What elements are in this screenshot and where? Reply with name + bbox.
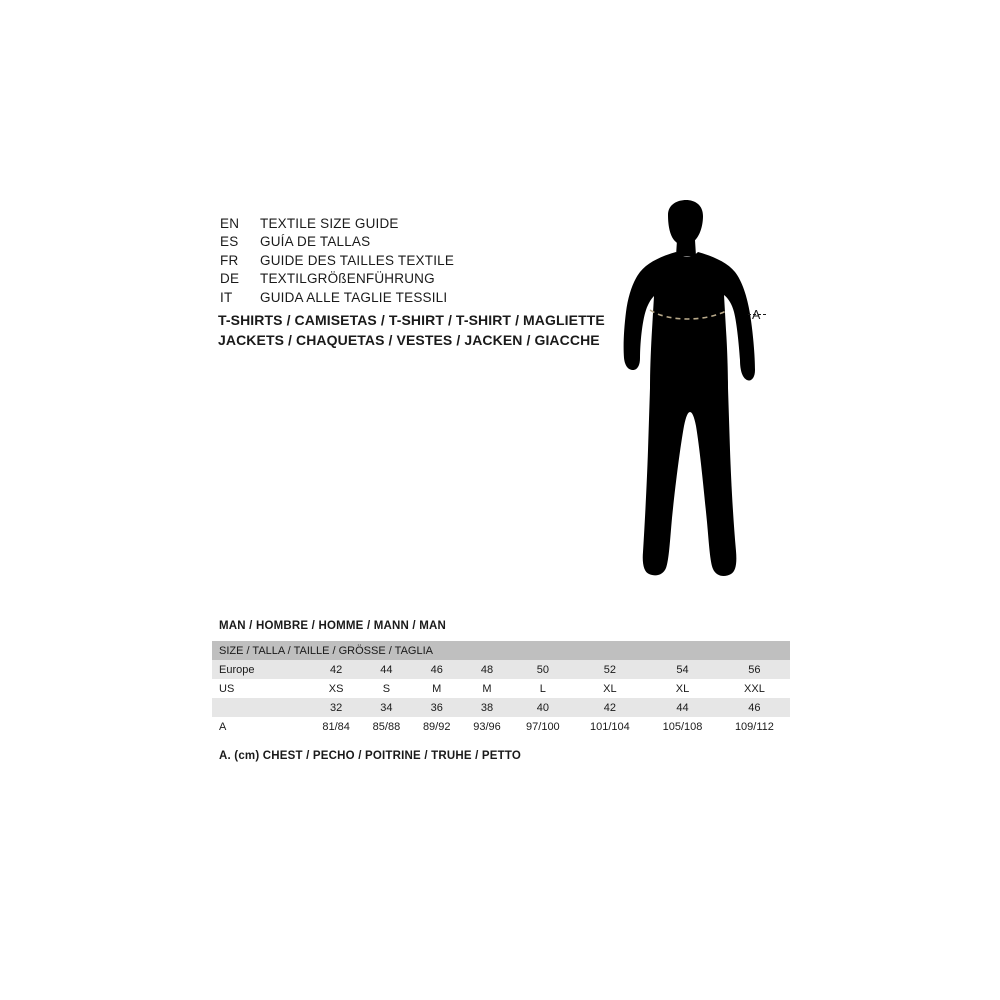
cell: 85/88 [361, 717, 411, 736]
table-header-row [212, 641, 790, 660]
cell: 46 [719, 698, 790, 717]
row-label: Europe [212, 660, 311, 679]
table-row [212, 660, 790, 679]
language-code: EN [220, 216, 240, 231]
table-footnote: A. (cm) CHEST / PECHO / POITRINE / TRUHE / PETTO [219, 750, 522, 762]
language-row [220, 215, 454, 233]
language-list [220, 215, 454, 307]
cell: 50 [512, 660, 573, 679]
language-row [220, 289, 454, 307]
cell: XL [574, 679, 647, 698]
row-label: A [212, 717, 311, 736]
cell: M [412, 679, 462, 698]
cell: 101/104 [574, 717, 647, 736]
cell: 44 [646, 698, 719, 717]
cell: L [512, 679, 573, 698]
language-row [220, 270, 454, 288]
cell: 97/100 [512, 717, 573, 736]
cell: 93/96 [462, 717, 512, 736]
language-code: FR [220, 252, 239, 268]
size-table [212, 641, 790, 736]
cell: 54 [646, 660, 719, 679]
row-label [212, 698, 311, 717]
cell: M [462, 679, 512, 698]
cell: 40 [512, 698, 573, 717]
product-line-tshirts: T-SHIRTS / CAMISETAS / T-SHIRT / T-SHIRT / MAGLIETTE [218, 312, 605, 328]
male-silhouette-figure [600, 200, 820, 600]
cell: 32 [311, 698, 361, 717]
language-row [220, 252, 454, 270]
cell: XS [311, 679, 361, 698]
cell: 105/108 [646, 717, 719, 736]
product-categories [218, 310, 605, 350]
cell: XL [646, 679, 719, 698]
cell: 81/84 [311, 717, 361, 736]
cell: 38 [462, 698, 512, 717]
cell: 34 [361, 698, 411, 717]
cell: 42 [574, 698, 647, 717]
cell: XXL [719, 679, 790, 698]
table-row [212, 698, 790, 717]
language-title: TEXTILE SIZE GUIDE [260, 216, 399, 231]
product-line-jackets: JACKETS / CHAQUETAS / VESTES / JACKEN / GIACCHE [218, 332, 600, 348]
cell: 52 [574, 660, 647, 679]
language-title: TEXTILGRÖßENFÜHRUNG [260, 271, 435, 287]
row-label: US [212, 679, 311, 698]
language-code: ES [220, 234, 239, 250]
cell: 46 [412, 660, 462, 679]
language-title: GUÍA DE TALLAS [260, 234, 371, 250]
cell: 42 [311, 660, 361, 679]
cell: 36 [412, 698, 462, 717]
language-code: DE [220, 271, 240, 287]
table-row [212, 717, 790, 736]
language-code: IT [220, 289, 233, 305]
cell: 48 [462, 660, 512, 679]
cell: 44 [361, 660, 411, 679]
table-caption: MAN / HOMBRE / HOMME / MANN / MAN [219, 620, 447, 632]
chest-measure-label: A [752, 308, 761, 322]
cell: 89/92 [412, 717, 462, 736]
cell: 109/112 [719, 717, 790, 736]
cell: S [361, 679, 411, 698]
table-row [212, 679, 790, 698]
table-header-label: SIZE / TALLA / TAILLE / GRÖSSE / TAGLIA [212, 641, 790, 660]
language-row [220, 233, 454, 251]
language-title: GUIDE DES TAILLES TEXTILE [260, 252, 455, 268]
cell: 56 [719, 660, 790, 679]
language-title: GUIDA ALLE TAGLIE TESSILI [260, 289, 448, 305]
